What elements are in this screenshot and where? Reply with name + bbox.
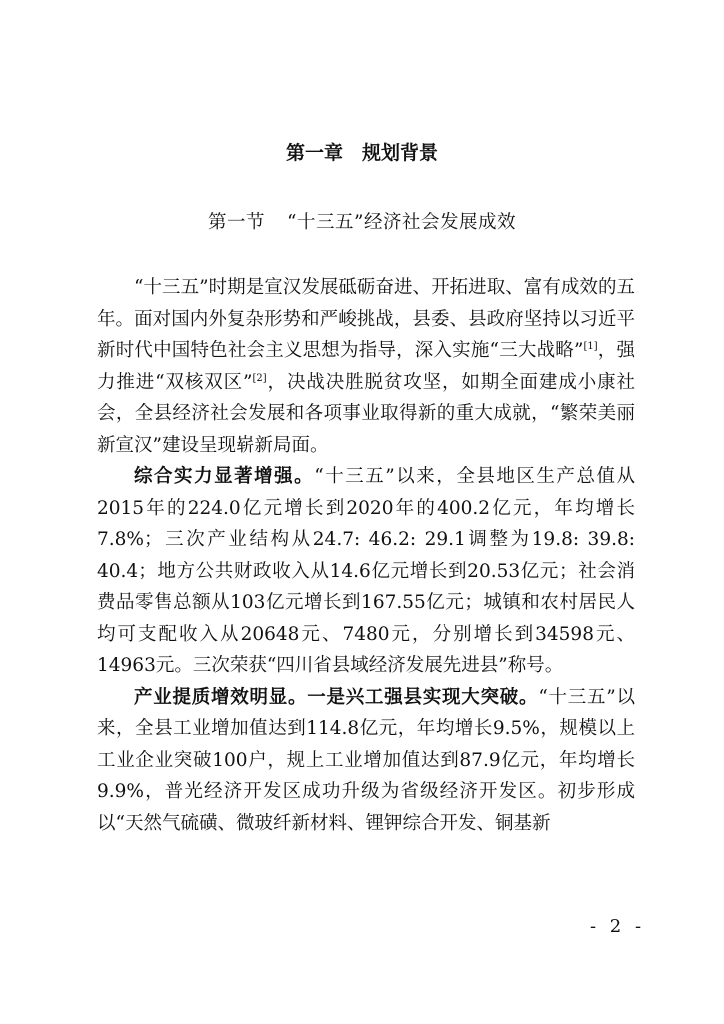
section-heading (0, 208, 724, 234)
paragraph-overview (97, 272, 635, 461)
paragraph-lead: 综合实力显著增强。 (134, 466, 315, 487)
chapter-title: 第一章 规划背景 (285, 142, 438, 164)
section-title: “十三五”经济社会发展成效 (287, 212, 516, 233)
paragraph-industry (97, 682, 635, 840)
footnote-ref-1[interactable]: [1] (583, 340, 598, 352)
paragraph-text: “十三五”以来，全县地区生产总值从2015年的224.0亿元增长到2020年的400.2亿元，年均增长7.8%；三次产业结构从24.7: 46.2: 29.1调整为19.8: 39.8: 40.4；地方公共财政收入从14.6亿元增长到20.53亿元；社会消费品零售总额从103亿元增长到167.55亿元；城镇和农村居民人均可支配收入从20648元、7480元，分别增长到34598元、14963元。三次荣获“四川省县域经济发展先进县”称号。 (97, 466, 635, 676)
page-number: - 2 - (590, 916, 646, 937)
paragraph-economic-strength (97, 461, 635, 682)
body-text (97, 272, 635, 839)
footnote-ref-2[interactable]: [2] (252, 372, 267, 384)
paragraph-lead: 产业提质增效明显。一是兴工强县实现大突破。 (134, 686, 539, 708)
paragraph-text: “十三五”时期是宣汉发展砥砺奋进、开拓进取、富有成效的五年。面对国内外复杂形势和严峻挑战，县委、县政府坚持以习近平新时代中国特色社会主义思想为指导，深入实施“三大战略” (97, 277, 635, 361)
paragraph-text: ，强力推进“双核双区” (97, 340, 635, 393)
paragraph-text: “十三五”以来，全县工业增加值达到114.8亿元，年均增长9.5%，规模以上工业企业突破100户，规上工业增加值达到87.9亿元，年均增长9.9%，普光经济开发区成功升级为省级经济开发区。初步形成以“天然气硫磺、微玻纤新材料、锂钾综合开发、铜基新 (97, 686, 635, 834)
paragraph-text: ，决战决胜脱贫攻坚，如期全面建成小康社会，全县经济社会发展和各项事业取得新的重大成就，“繁荣美丽新宣汉”建设呈现崭新局面。 (97, 371, 635, 456)
section-number: 第一节 (208, 212, 266, 233)
